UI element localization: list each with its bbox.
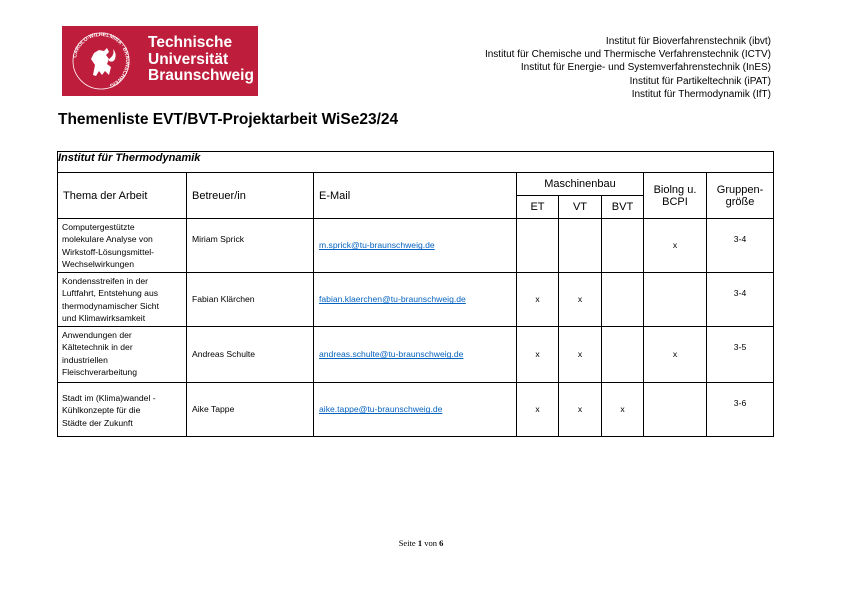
header-biolng-line-1: Biolng u. (653, 183, 697, 196)
institute-list (485, 35, 771, 101)
thema-line: Computergestützte (62, 222, 135, 232)
institute-ines: Institut für Energie- und Systemverfahrenstechnik (InES) (520, 62, 771, 74)
cell-biolng (644, 273, 707, 327)
footer-seite: Seite (398, 538, 416, 548)
cell-betreuer: Aike Tappe (187, 383, 314, 437)
header-et: ET (517, 196, 559, 219)
cell-bvt (602, 327, 644, 383)
topics-table (57, 151, 774, 437)
email-link[interactable]: andreas.schulte@tu-braunschweig.de (319, 349, 464, 360)
cell-email (314, 327, 517, 383)
cell-gruppe: 3-6 (707, 383, 774, 437)
footer-von: von (424, 538, 437, 548)
cell-vt: x (559, 383, 602, 437)
header-gruppe-line-2: größe (725, 195, 755, 208)
cell-biolng (644, 383, 707, 437)
cell-gruppe: 3-4 (707, 219, 774, 273)
cell-thema (58, 273, 187, 327)
header-email: E-Mail (314, 173, 517, 219)
cell-vt: x (559, 327, 602, 383)
table-row (58, 219, 774, 273)
institute-ibvt: Institut für Bioverfahrenstechnik (ibvt) (605, 36, 771, 47)
footer-page-total: 6 (439, 538, 444, 548)
thema-line: thermodynamischer Sicht (62, 300, 159, 311)
document-title: Themenliste EVT/BVT-Projektarbeit WiSe23/24 (58, 111, 399, 128)
thema-line: Wechselwirkungen (62, 259, 134, 270)
thema-line: Kondensstreifen in der (62, 276, 148, 286)
cell-email (314, 219, 517, 273)
cell-gruppe: 3-5 (707, 327, 774, 383)
tu-braunschweig-logo (62, 26, 258, 96)
table-row (58, 383, 774, 437)
cell-email (314, 383, 517, 437)
header-bvt: BVT (602, 196, 644, 219)
footer-page-number: 1 (417, 538, 423, 548)
cell-et: x (517, 273, 559, 327)
header-betreuer: Betreuer/in (187, 173, 314, 219)
thema-line: Stadt im (Klima)wandel - (62, 392, 156, 403)
cell-thema (58, 219, 187, 273)
seal-text: CAROLO-WILHELMINA · BRAUNSCHWEIG (72, 31, 131, 89)
institute-ipat: Institut für Partikeltechnik (iPAT) (629, 75, 771, 87)
cell-bvt (602, 219, 644, 273)
cell-bvt (602, 273, 644, 327)
logo-line-3: Braunschweig (148, 67, 254, 84)
email-link[interactable]: m.sprick@tu-braunschweig.de (319, 240, 435, 251)
cell-vt: x (559, 273, 602, 327)
logo-line-1: Technische (148, 34, 233, 51)
institute-ictv: Institut für Chemische und Thermische Verfahrenstechnik (ICTV) (484, 49, 771, 61)
page-footer (0, 538, 842, 548)
thema-line: industriellen (62, 354, 108, 365)
cell-bvt: x (602, 383, 644, 437)
header-vt: VT (559, 196, 602, 219)
email-link[interactable]: aike.tappe@tu-braunschweig.de (319, 404, 443, 415)
thema-line: Luftfahrt, Entstehung aus (62, 288, 159, 299)
email-link[interactable]: fabian.klaerchen@tu-braunschweig.de (319, 294, 466, 305)
cell-et: x (517, 383, 559, 437)
cell-thema (58, 383, 187, 437)
thema-line: Kühlkonzepte für die (62, 405, 141, 416)
table-row (58, 327, 774, 383)
header-maschinenbau: Maschinenbau (517, 173, 644, 196)
header-biolng-line-2: BCPI (662, 195, 688, 208)
header-gruppe (707, 173, 774, 219)
cell-betreuer: Fabian Klärchen (187, 273, 314, 327)
cell-gruppe: 3-4 (707, 273, 774, 327)
cell-email (314, 273, 517, 327)
institute-ift: Institut für Thermodynamik (IfT) (631, 88, 771, 100)
table-row (58, 273, 774, 327)
university-seal-icon (71, 31, 131, 91)
thema-line: Fleischverarbeitung (62, 367, 137, 378)
thema-line: Kältetechnik in der (62, 342, 133, 353)
cell-thema (58, 327, 187, 383)
header-gruppe-line-1: Gruppen- (716, 183, 764, 196)
thema-line: Wirkstoff-Lösungsmittel- (62, 246, 155, 257)
header-thema: Thema der Arbeit (58, 173, 187, 219)
thema-line: Städte der Zukunft (62, 417, 133, 428)
cell-vt (559, 219, 602, 273)
thema-line: molekulare Analyse von (62, 234, 153, 245)
cell-biolng: x (644, 327, 707, 383)
logo-line-2: Universität (148, 50, 229, 68)
header-biolng (644, 173, 707, 219)
cell-et (517, 219, 559, 273)
institute-heading: Institut für Thermodynamik (58, 152, 774, 173)
cell-et: x (517, 327, 559, 383)
cell-betreuer: Andreas Schulte (187, 327, 314, 383)
cell-betreuer: Miriam Sprick (187, 219, 314, 273)
thema-line: und Klimawirksamkeit (62, 313, 146, 324)
cell-biolng: x (644, 219, 707, 273)
thema-line: Anwendungen der (62, 330, 132, 340)
